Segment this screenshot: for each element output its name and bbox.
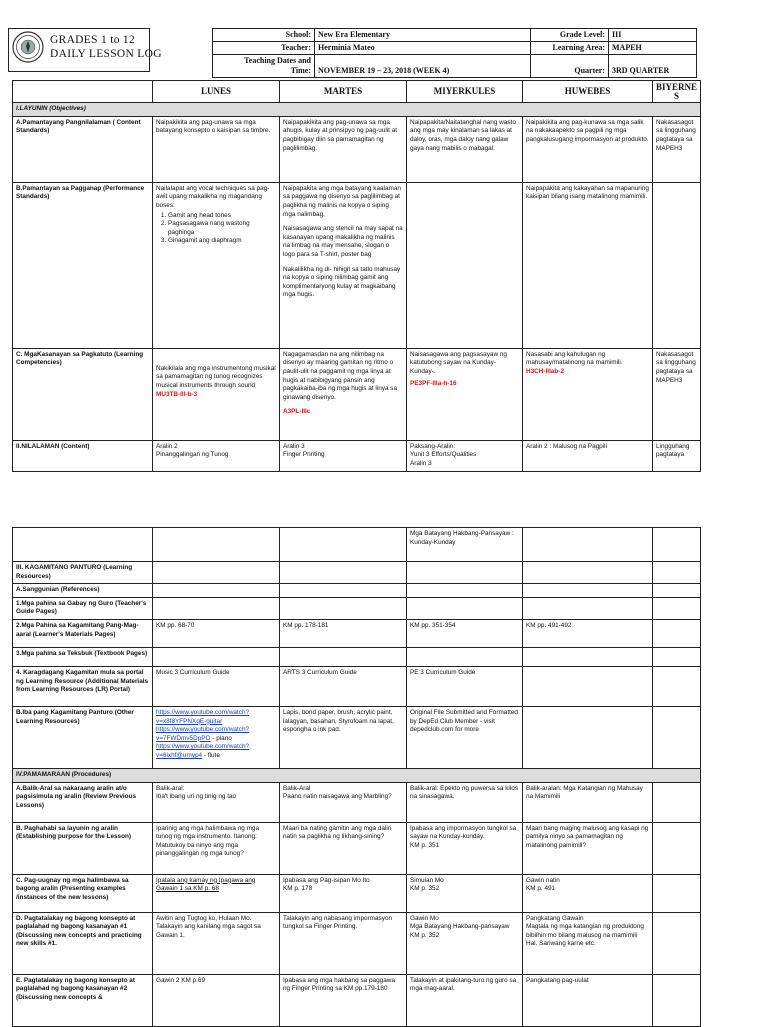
cell-lunes: Balik-aral: Iba't ibang uri ng tinig ng tao xyxy=(153,782,280,822)
cell-huwebes: Naipapakita ang kakayahan sa mapanuring kaisipan bilang isang matalinong mamimili. xyxy=(523,182,653,348)
review-row xyxy=(13,782,701,822)
row-label: D. Pagtatalakay ng bagong konsepto at paglalahad ng bagong kasanayan #1 (Discussing new concepts and practicing new skills #1. xyxy=(13,912,153,974)
cell-miyerkules xyxy=(407,182,523,348)
cell-miyerkules xyxy=(407,348,523,440)
cell-martes: Ipabasa ang Pag-isipan Mo Ito KM p. 178 xyxy=(280,874,407,912)
day-miyerkules: MIYERKULES xyxy=(407,81,523,103)
purpose-row xyxy=(13,822,701,874)
cell-lunes: Ipatala ang kamay ng Ipagawa ang Gawain 1 sa KM p. 68 xyxy=(153,874,280,912)
cell-lunes: Music 3 Curriculum Guide xyxy=(153,666,280,706)
cell-biyernes xyxy=(653,182,701,348)
link-url[interactable]: https://www.youtube.com/watch?v=7FWDmv5DpPO xyxy=(156,726,250,742)
youtube-link-piano[interactable] xyxy=(156,726,276,743)
cell-miyerkules: KM pp. 351-354 xyxy=(407,619,523,647)
cell-huwebes xyxy=(523,348,653,440)
paragraph: Naipapakita ang mga batayang kaalaman sa paggawa ng disenyo sa paglilimbag at paglikha ng malinis na kopya o siping mga nalimbag. xyxy=(283,184,401,218)
cell-lunes xyxy=(153,182,280,348)
cell-huwebes: Pangkatang Gawain Magtala ng mga katangian ng produktong bibilhin mo bilang malusog na mamimili Hal. Sariwang karne etc. xyxy=(523,912,653,974)
competencies-row xyxy=(13,348,701,440)
content-standards-row xyxy=(13,116,701,182)
cell-huwebes: KM pp. 491-492 xyxy=(523,619,653,647)
row-label: A.Pamantayang Pangnilalaman ( Content Standards) xyxy=(13,116,153,182)
row-label: C. MgaKasanayan sa Pagkatuto (Learning Competencies) xyxy=(13,348,153,440)
vocal-techniques-list xyxy=(156,212,276,246)
area-label: Learning Area: xyxy=(531,42,609,55)
cell-martes: Talakayin ang nabasang impormasyon tungkol sa Finger Printing. xyxy=(280,912,407,974)
additional-materials-row xyxy=(13,666,701,706)
link-suffix: - piano xyxy=(212,734,232,742)
cell-lunes: Aralin 2 Pinanggalingan ng Tunog xyxy=(153,440,280,471)
competency-code: H3CH-IIIab-2 xyxy=(526,367,564,375)
row-label: A.Balik-Aral sa nakaraang aralin at/o pagsisimula ng aralin (Review Previous Lessons) xyxy=(13,782,153,822)
cell-lunes xyxy=(153,348,280,440)
section-row xyxy=(13,103,701,117)
lm-pages-row xyxy=(13,619,701,647)
cell-huwebes: Aralin 2 : Malusog na Pagpili xyxy=(523,440,653,471)
day-lunes: LUNES xyxy=(153,81,280,103)
layunin-heading: I.LAYUNIN (Objectives) xyxy=(13,103,701,117)
list-item: 3. Ginagamit ang diaphragm xyxy=(168,237,276,246)
school-value: New Era Elementary xyxy=(315,29,531,42)
cell-miyerkules: Talakayin at ipakitang-turo ng guro sa mga mag-aaral. xyxy=(407,974,523,1026)
row-label: E. Pagtatalakay ng bagong konsepto at paglalahad ng bagong kasanayan #2 (Discussing new concepts & xyxy=(13,974,153,1026)
paragraph: Nagagamasdan na ang nilimbag na disenyo ay maaring gamitan ng ritmo o paulit-ulit na paggamit ng mga linya at hugis at nabibigyang pansin ang pagkakaiba-iba ng mga hugis at linya sa ginawang disenyo. xyxy=(283,350,398,401)
objectives-table xyxy=(12,80,701,472)
title-grades: GRADES 1 to 12 xyxy=(50,34,136,46)
cell-miyerkules: Naipapakita/Naitatanghal nang wasto ang mga may kinalaman sa lakas at daloy, oras, mga daloy nang galaw gaya nang mabilis o mabagal. xyxy=(407,116,523,182)
teacher-value: Herminia Mateo xyxy=(315,42,531,55)
dates-label xyxy=(213,55,315,78)
row-label: II.NILALAMAN (Content) xyxy=(13,440,153,471)
row-label: 1.Mga pahina sa Gabay ng Guro (Teacher's Guide Pages) xyxy=(13,597,153,619)
row-label: 3.Mga pahina sa Teksbuk (Textbook Pages) xyxy=(13,647,153,666)
row-label: B. Paghahabi sa layunin ng aralin (Establishing purpose for the Lesson) xyxy=(13,822,153,874)
row-label: C. Pag-uugnay ng mga halimbawa sa bagong aralin (Presenting examples /instances of the new lessons) xyxy=(13,874,153,912)
cell-biyernes: Nakasasagot sa lingguhang pagtataya sa MAPEH3 xyxy=(653,348,701,440)
continuation-row xyxy=(13,528,701,562)
dates-label-line1: Teaching Dates and xyxy=(244,56,311,65)
cell-miyerkules: Paksang-Aralin: Yunit 3 Efforts/Qualities Aralin 3 xyxy=(407,440,523,471)
deped-seal-icon xyxy=(12,31,44,63)
cell-martes: Balik-Aral Paano natin naisagawa ang Marbling? xyxy=(280,782,407,822)
cell-miyerkules: Ipabasa ang impormasyon tungkol sa sayaw na Kunday-kunday. KM p. 351 xyxy=(407,822,523,874)
cell-biyernes: Nakasasagot sa lingguhang pagtataya sa MAPEH3 xyxy=(653,116,701,182)
cell-lunes: Naipakikita ang pag-unawa sa mga batayang konsepto o kaisipan sa timbre. xyxy=(153,116,280,182)
cell-huwebes: Balik-aralan: Mga Katangian ng Mahusay na Mamimili xyxy=(523,782,653,822)
row-label: A.Sanggunian (References) xyxy=(13,584,153,598)
area-value: MAPEH xyxy=(609,42,697,55)
youtube-link-flute[interactable] xyxy=(156,743,276,760)
tg-pages-row xyxy=(13,597,701,619)
paragraph: Nasasabi ang kahulugan ng mahusay/matalinong na mamimili. xyxy=(526,350,623,367)
cell-huwebes: Naipakikita ang pag-kunawa sa mga salik na nakakaapekto sa pagpili ng mga pangkalusugang impormasyon at produkto. xyxy=(523,116,653,182)
cell-martes: ARTS 3 Curriculum Guide xyxy=(280,666,407,706)
paragraph: Naisasagawa ang stencil na may sapat na kasanayan upang makalikha ng malinis na limbag na may mensahe, slogan o logo para sa T-shirt, poster bag xyxy=(283,225,403,258)
cell-huwebes: Gawin natin KM p. 491 xyxy=(523,874,653,912)
cell-lunes: Gawin 2 KM p.69 xyxy=(153,974,280,1026)
cell-biyernes: Lingguhang pagtataya xyxy=(653,440,701,471)
cell-martes: Naipapakikita ang pag-unawa sa mga ahugis, kulay at prinsipyo ng pag-uulit at pagbibigay diin sa pamamagitan ng paglilimbag. xyxy=(280,116,407,182)
cell-martes: Maari ba nating gamitin ang mga daliri natin sa paglikha ng likhang-sining? xyxy=(280,822,407,874)
cell-lunes: KM pp. 68-70 xyxy=(153,619,280,647)
teacher-label: Teacher: xyxy=(213,42,315,55)
competency-code: PE3PF-IIIa-h-16 xyxy=(410,379,457,387)
cell-martes: KM pp. 178-181 xyxy=(280,619,407,647)
pamamaraan-heading: IV.PAMAMARAAN (Procedures) xyxy=(13,768,701,782)
paragraph: Nakikilala ang mga instrumentong musikal sa pamamagitan ng tunog recognizes musical instruments through sound xyxy=(156,364,276,389)
grade-label: Grade Level: xyxy=(531,29,609,42)
examples-row xyxy=(13,874,701,912)
cell-miyerkules: Balik-aral: Epekto ng puwersa sa kilos na sinasagawa. xyxy=(407,782,523,822)
resources-procedures-table xyxy=(12,527,701,1027)
row-label: B.Pamantayan sa Pagganap (Performance Standards) xyxy=(13,182,153,348)
cell-martes: Ipabasa ang mga hakbang sa paggawa ng Finger Printing sa KM pp.179-180 xyxy=(280,974,407,1026)
other-resources-row xyxy=(13,706,701,768)
references-row xyxy=(13,584,701,598)
cell-miyerkules: Original File Submitted and Formatted by DepEd Club Member - visit depedclub.com for more xyxy=(407,706,523,768)
school-label: School: xyxy=(213,29,315,42)
dates-value: NOVEMBER 19 – 23, 2018 (WEEK 4) xyxy=(315,55,531,78)
header-info-table xyxy=(212,28,697,78)
cell-lunes: Iparinig ang mga halimbawa ng mga tunog ng mga instrumento. Itanong: Matutukoy ba ninyo ang mga pinanggalingan ng mga tunog? xyxy=(153,822,280,874)
dates-label-line2: Time: xyxy=(290,66,311,75)
cell-martes: Lapis, bond paper, brush, acrylic paint, lalagyan, basahan, Styrofoam na lapat, espongha o ink pad. xyxy=(280,706,407,768)
cell-huwebes: Maari bang maging malusog ang kasapi ng pamilya ninyo sa pamamagitan ng matalinong pamimili? xyxy=(523,822,653,874)
link-url[interactable]: https://www.youtube.com/watch?v=x8f8YFPNXqE-guitar xyxy=(156,708,250,725)
discussion-2-row xyxy=(13,974,701,1026)
competency-code: MU3TB-III-b-3 xyxy=(156,390,198,398)
row-label: B.Iba pang Kagamitang Panturo (Other Learning Resources) xyxy=(13,706,153,768)
cell-miyerkules: PE 3 Curriculum Guide xyxy=(407,666,523,706)
textbook-pages-row xyxy=(13,647,701,666)
discussion-1-row xyxy=(13,912,701,974)
row-label: 4. Karagdagang Kagamitan mula sa portal ng Learning Resource (Additional Materials from Learning Resources (LR) Portal) xyxy=(13,666,153,706)
days-header-row xyxy=(13,81,701,103)
title-daily-lesson-log: DAILY LESSON LOG xyxy=(50,48,162,60)
day-huwebes: HUWEBES xyxy=(523,81,653,103)
list-item: 1. Gamit ang head tones xyxy=(168,212,276,221)
quarter-value: 3RD QUARTER xyxy=(609,55,697,78)
cell-miyerkules: Mga Batayang Hakbang-Pansayaw : Kunday-Kunday xyxy=(407,528,523,562)
paragraph: Nakalilikha ng di- hihigit sa tatlo mahusay na kopya o siping nilimbag gamit ang komplimentaryong kulay at magkaibang mga hugis. xyxy=(283,265,401,299)
cell-martes xyxy=(280,182,407,348)
list-item: 2. Pagsasagawa nang wastong paghinga xyxy=(168,220,276,237)
procedures-heading-row xyxy=(13,768,701,782)
row-label: 2.Mga Pahina sa Kagamitang Pang-Mag-aaral (Learner's Materials Pages) xyxy=(13,619,153,647)
resources-heading-row xyxy=(13,562,701,584)
youtube-link-guitar[interactable] xyxy=(156,709,276,726)
content-row xyxy=(13,440,701,471)
cell-lunes xyxy=(153,706,280,768)
quarter-label: Quarter: xyxy=(531,55,609,78)
performance-standards-row xyxy=(13,182,701,348)
performance-intro: Nailalapat ang vocal techniques sa pag-awit upang makalikha ng magandang boses: xyxy=(156,184,270,209)
grade-value: III xyxy=(609,29,697,42)
cell-martes: Aralin 3 Finger Printing xyxy=(280,440,407,471)
cell-martes xyxy=(280,348,407,440)
link-suffix: - flute xyxy=(203,751,220,759)
corner-cell xyxy=(13,81,153,103)
link-url[interactable]: https://www.youtube.com/watch?v=6ixhf@umyp4 xyxy=(156,743,250,759)
cell-lunes: Awitin ang Tugtog ko, Hulaan Mo. Talakayin ang kanilang mga sagot sa Gawain 1. xyxy=(153,912,280,974)
day-biyernes: BIYERNES xyxy=(653,81,701,103)
cell-miyerkules: Simulan Mo KM p. 352 xyxy=(407,874,523,912)
row-label: III. KAGAMITANG PANTURO (Learning Resources) xyxy=(13,562,153,584)
cell-huwebes: Pangkatang pag-uulat xyxy=(523,974,653,1026)
paragraph: Naisasagawa ang pagsasayaw ng katutubong sayaw na Kunday-Kunday-. xyxy=(410,350,507,375)
cell-miyerkules: Gawin Mo Mga Batayang Hakbang-pansayaw KM p. 352 xyxy=(407,912,523,974)
day-martes: MARTES xyxy=(280,81,407,103)
competency-code: A3PL-IIIc xyxy=(283,408,311,416)
